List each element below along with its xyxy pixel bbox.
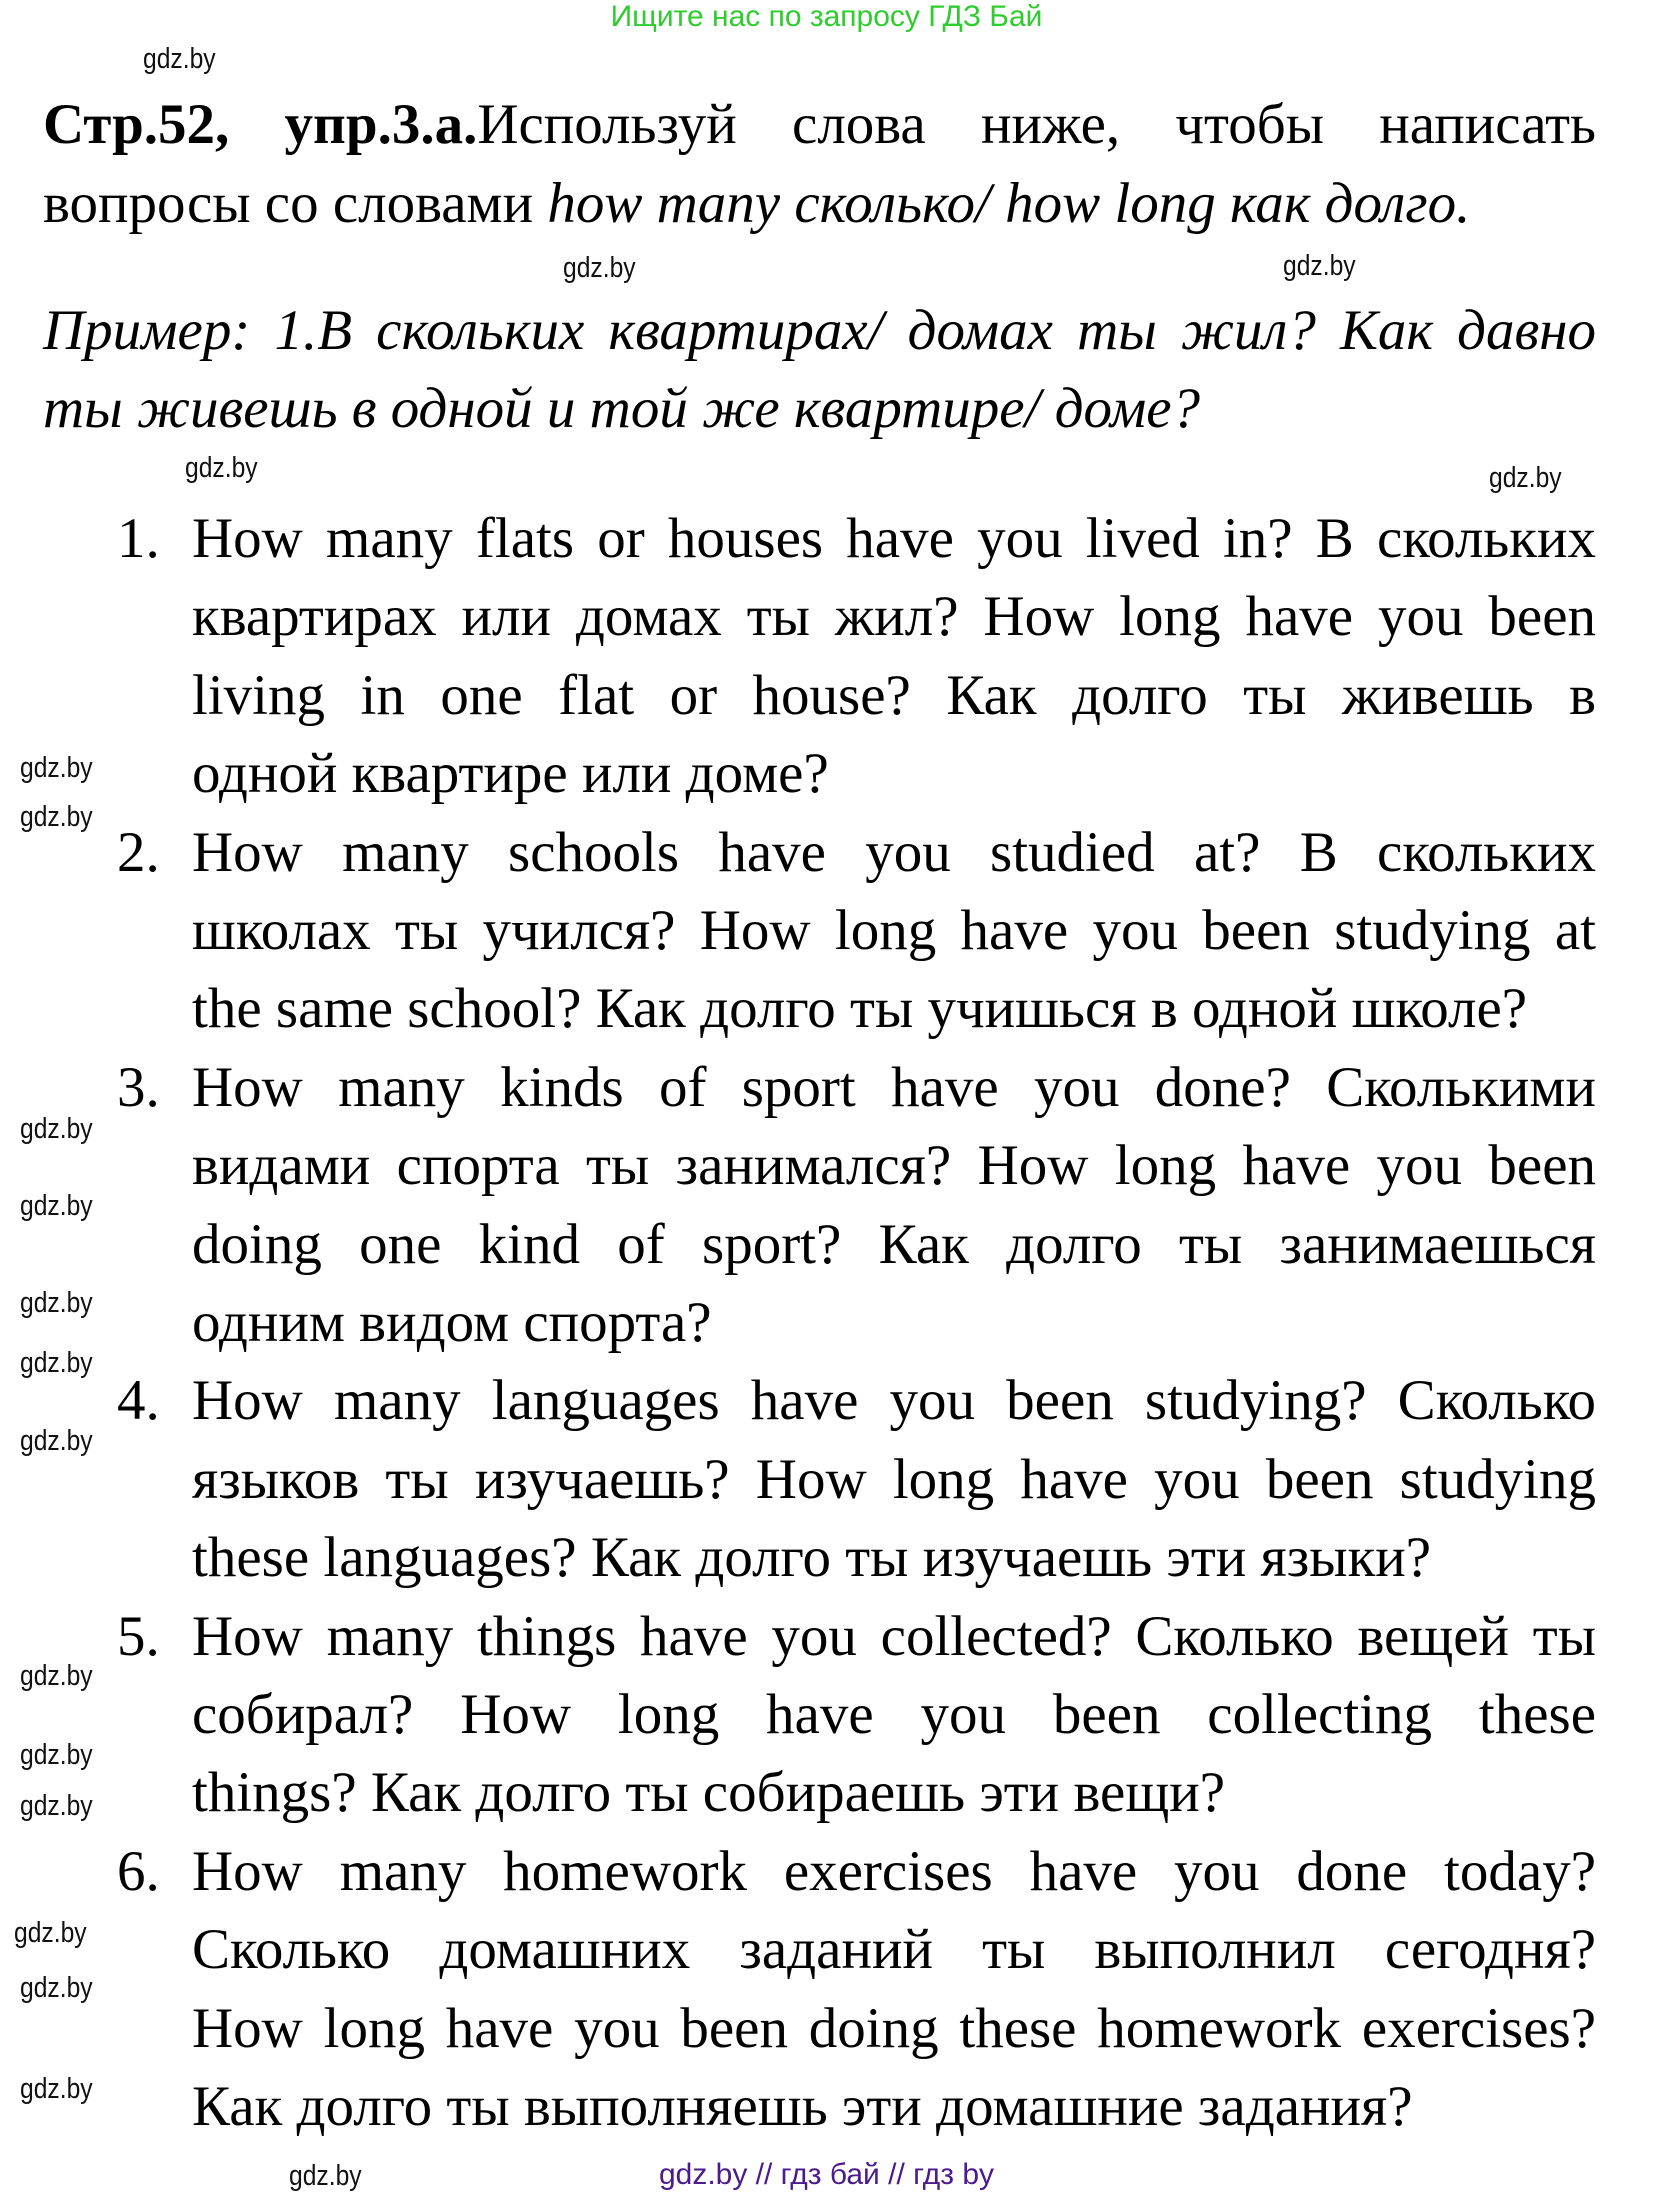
example-line-1: Пример: 1.В скольких квартирах/ домах ты жил? Как давно xyxy=(43,299,1596,362)
item-line: living in one flat or house? Как долго ты живешь в xyxy=(192,663,1596,727)
heading-text-2: вопросы со словами xyxy=(43,172,548,235)
item-line: Сколько домашних заданий ты выполнил сегодня? xyxy=(192,1918,1596,1982)
item-line: How many homework exercises have you done today? xyxy=(192,1839,1596,1903)
watermark: gdz.by xyxy=(20,2073,93,2105)
item-line: одной квартире или доме? xyxy=(192,742,829,806)
item-number: 4. xyxy=(117,1369,160,1433)
item-number: 3. xyxy=(117,1055,160,1119)
watermark: gdz.by xyxy=(20,1425,93,1457)
watermark: gdz.by xyxy=(20,1739,93,1771)
item-line: How many things have you collected? Сколько вещей ты xyxy=(192,1604,1596,1668)
watermark: gdz.by xyxy=(20,1347,93,1379)
item-number: 1. xyxy=(117,507,160,570)
item-line: How many flats or houses have you lived in? В скольких xyxy=(192,507,1596,570)
item-line: the same school? Как долго ты учишься в одной школе? xyxy=(192,977,1528,1041)
item-line: школах ты учился? How long have you been studying at xyxy=(192,899,1596,962)
item-line: How many languages have you been studying? Сколько xyxy=(192,1369,1596,1433)
watermark: gdz.by xyxy=(20,801,93,833)
watermark: gdz.by xyxy=(1283,250,1356,282)
exercise-label: Стр.52, упр.3.а. xyxy=(43,93,478,156)
watermark: gdz.by xyxy=(20,1972,93,2004)
top-banner[interactable]: Ищите нас по запросу ГДЗ Бай xyxy=(610,0,1043,33)
item-line: How many kinds of sport have you done? Сколькими xyxy=(192,1055,1596,1119)
watermark: gdz.by xyxy=(20,1790,93,1822)
watermark: gdz.by xyxy=(1489,462,1562,494)
item-line: видами спорта ты занимался? How long have you been xyxy=(192,1134,1596,1198)
item-line: How many schools have you studied at? В скольких xyxy=(192,820,1596,884)
heading-line-1 xyxy=(43,86,1596,164)
watermark: gdz.by xyxy=(143,43,216,75)
watermark: gdz.by xyxy=(185,452,258,484)
item-number: 5. xyxy=(117,1604,160,1668)
watermark: gdz.by xyxy=(20,1287,93,1319)
item-line: языков ты изучаешь? How long have you been studying xyxy=(192,1447,1596,1511)
watermark: gdz.by xyxy=(20,1113,93,1145)
watermark: gdz.by xyxy=(20,1190,93,1222)
item-line: Как долго ты выполняешь эти домашние задания? xyxy=(192,2075,1413,2138)
heading-text: Используй слова ниже, чтобы написать xyxy=(477,93,1596,156)
item-line: these languages? Как долго ты изучаешь эти языки? xyxy=(192,1526,1432,1590)
watermark: gdz.by xyxy=(20,1660,93,1692)
watermark: gdz.by xyxy=(20,752,93,784)
item-line: doing one kind of sport? Как долго ты занимаешься xyxy=(192,1212,1596,1276)
example-line-2: ты живешь в одной и той же квартире/ доме? xyxy=(43,377,1201,440)
watermark: gdz.by xyxy=(14,1917,87,1949)
item-number: 2. xyxy=(117,820,160,884)
heading-italic: how many сколько/ how long как долго. xyxy=(547,172,1471,235)
item-line: things? Как долго ты собираешь эти вещи? xyxy=(192,1761,1226,1825)
heading-line-2 xyxy=(43,165,1470,243)
item-line: How long have you been doing these homework exercises? xyxy=(192,1996,1596,2060)
watermark: gdz.by xyxy=(563,252,636,284)
watermark: gdz.by xyxy=(289,2160,362,2192)
item-line: одним видом спорта? xyxy=(192,1291,712,1354)
item-number: 6. xyxy=(117,1839,160,1903)
item-line: собирал? How long have you been collecting these xyxy=(192,1683,1596,1746)
bottom-banner[interactable]: gdz.by // гдз бай // гдз by xyxy=(658,2158,995,2191)
item-line: квартирах или домах ты жил? How long have you been xyxy=(192,585,1596,649)
